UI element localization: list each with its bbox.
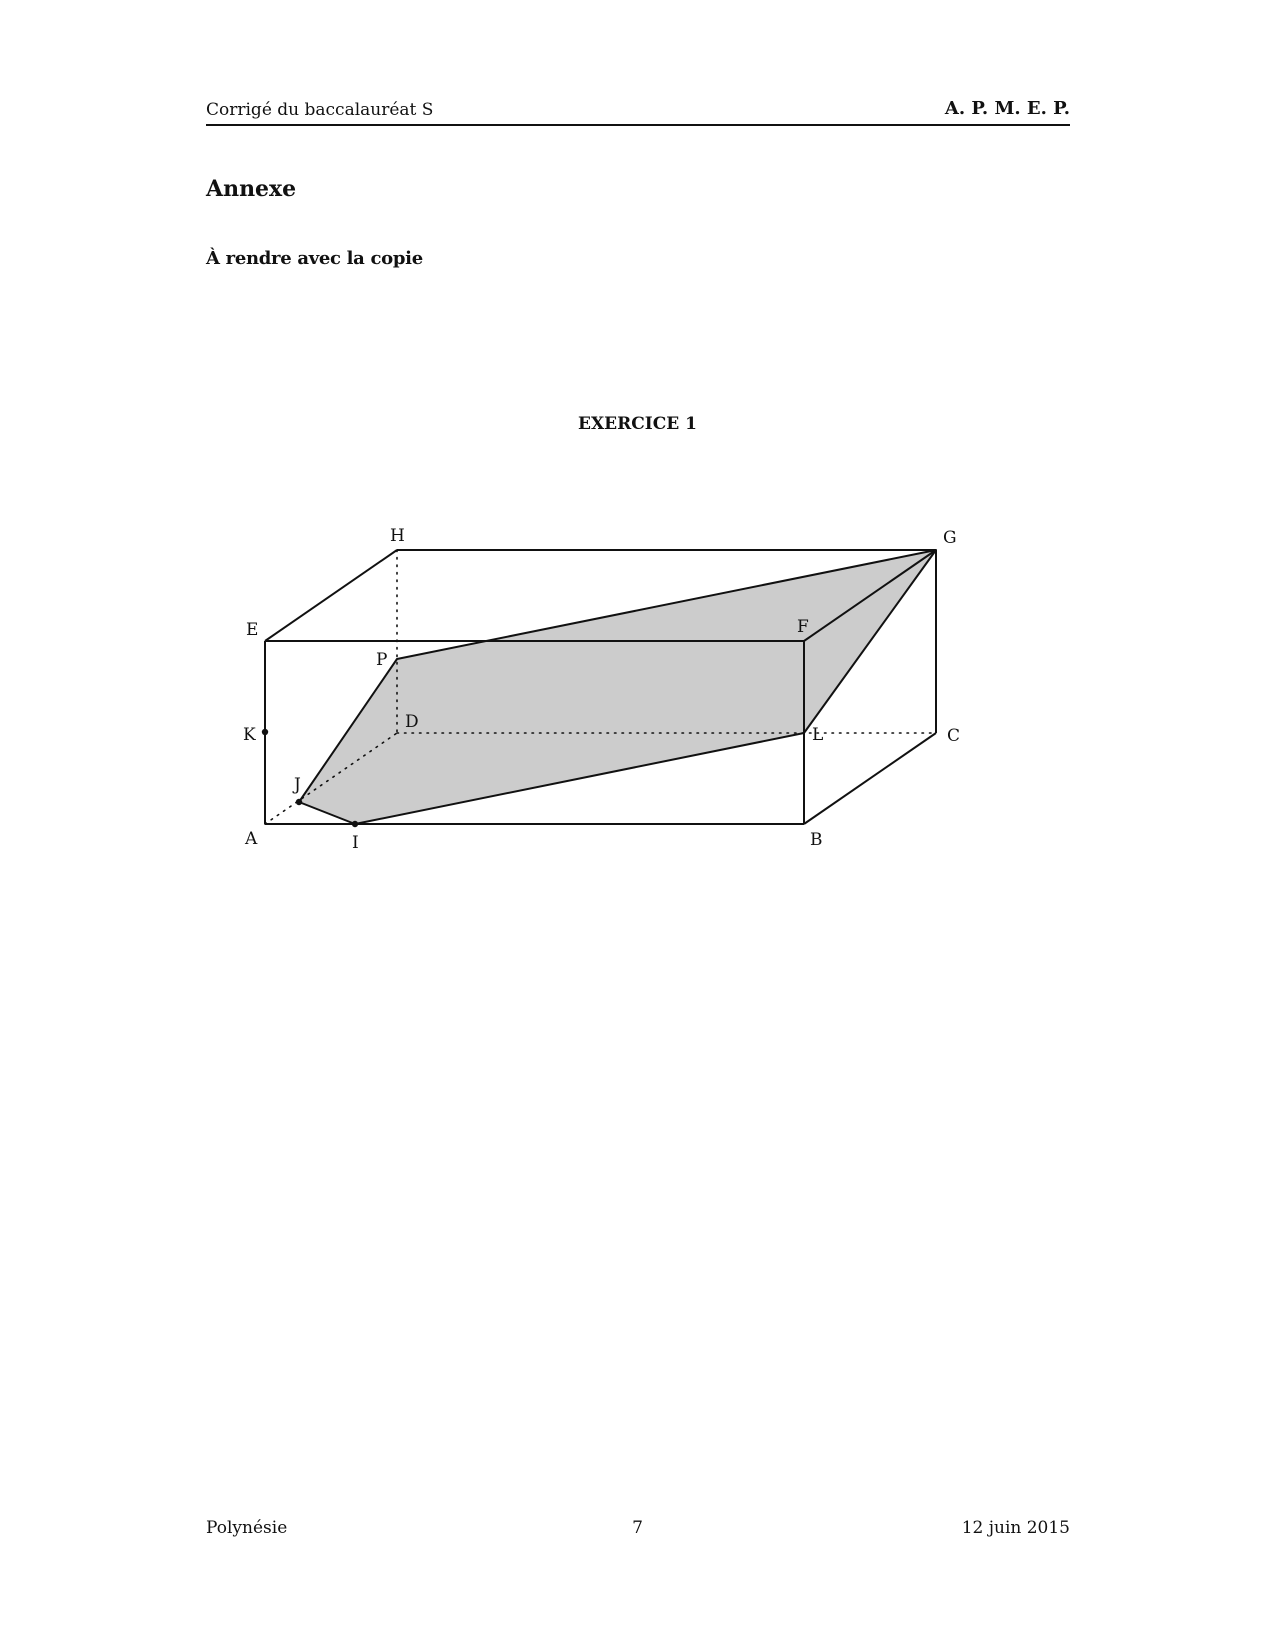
point-j-dot bbox=[296, 799, 302, 805]
label-f: F bbox=[797, 617, 809, 637]
label-i: I bbox=[352, 833, 359, 853]
section-polygon bbox=[299, 550, 936, 824]
point-k-dot bbox=[262, 729, 268, 735]
exercise-title: EXERCICE 1 bbox=[578, 414, 697, 434]
label-k: K bbox=[243, 725, 256, 745]
point-i-dot bbox=[352, 821, 358, 827]
edge-eh bbox=[265, 550, 397, 641]
label-e: E bbox=[246, 620, 259, 640]
instruction-text: À rendre avec la copie bbox=[206, 248, 423, 269]
section-title: Annexe bbox=[206, 176, 297, 202]
label-c: C bbox=[947, 726, 961, 746]
edge-bc bbox=[804, 733, 936, 824]
label-a: A bbox=[245, 829, 258, 849]
label-g: G bbox=[943, 528, 957, 548]
header-course-title: Corrigé du baccalauréat S bbox=[206, 100, 434, 120]
label-b: B bbox=[810, 830, 823, 850]
label-d: D bbox=[405, 712, 419, 732]
footer-date: 12 juin 2015 bbox=[961, 1518, 1070, 1538]
footer-location: Polynésie bbox=[206, 1518, 288, 1538]
page-number: 7 bbox=[632, 1518, 643, 1538]
label-l: L bbox=[812, 725, 824, 745]
label-p: P bbox=[376, 650, 388, 670]
label-h: H bbox=[390, 526, 405, 546]
header-publisher: A. P. M. E. P. bbox=[944, 98, 1070, 119]
label-j: J bbox=[294, 775, 301, 795]
